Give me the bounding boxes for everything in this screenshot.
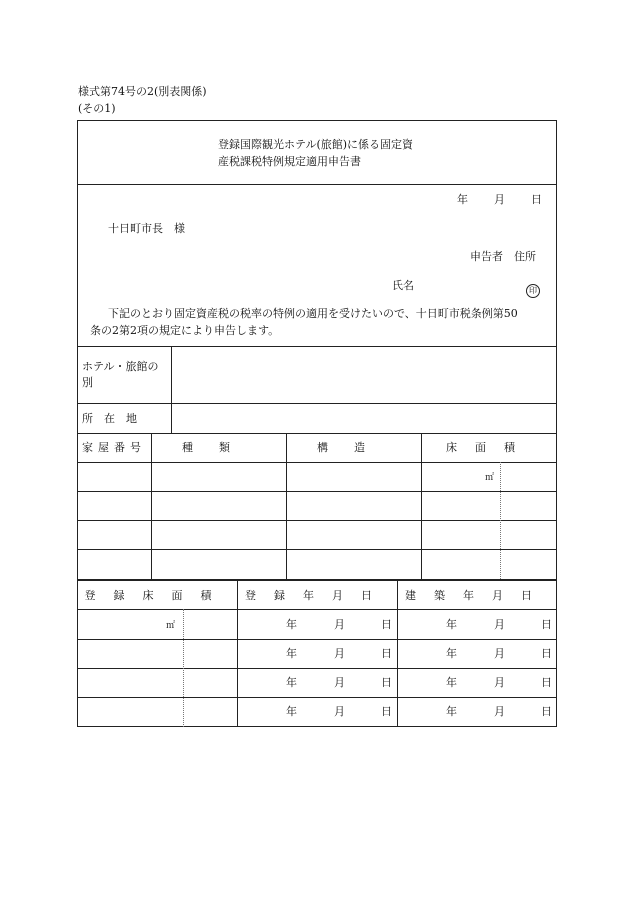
build-day-label: 日 (541, 647, 552, 660)
row4-structure-field[interactable] (287, 550, 420, 578)
header-registered-floor-area: 登録床面積 (84, 589, 230, 602)
row4-house-number-field[interactable] (78, 550, 150, 578)
row2-floor-area-field[interactable] (422, 492, 556, 519)
header-structure: 構造 (317, 441, 391, 454)
divider (171, 346, 172, 433)
dotted-divider (183, 609, 184, 727)
build-month-label: 月 (494, 705, 505, 718)
divider (77, 346, 557, 347)
row2-structure-field[interactable] (287, 492, 420, 519)
divider (77, 609, 557, 610)
form-subnumber: (その1) (78, 102, 116, 115)
reg-year-label: 年 (286, 705, 297, 718)
location-label: 所 在 地 (82, 412, 137, 425)
divider (397, 579, 398, 727)
row3-floor-area-field[interactable] (422, 521, 556, 548)
statement-line1: 下記のとおり固定資産税の税率の特例の適用を受けたいので、十日町市税条例第50 (108, 307, 518, 320)
floor-area-unit: ㎡ (485, 473, 495, 483)
date-day-label: 日 (531, 193, 542, 206)
header-floor-area: 床面積 (446, 441, 533, 454)
reg-month-label: 月 (334, 618, 345, 631)
statement-line2: 条の2第2項の規定により申告します。 (90, 324, 280, 337)
divider (77, 184, 557, 185)
row4-type-field[interactable] (152, 550, 285, 578)
hotel-type-field[interactable] (173, 348, 555, 402)
row3-structure-field[interactable] (287, 521, 420, 548)
divider (77, 697, 557, 698)
reg-month-label: 月 (334, 647, 345, 660)
build-month-label: 月 (494, 676, 505, 689)
build-year-label: 年 (446, 647, 457, 660)
reg-year-label: 年 (286, 676, 297, 689)
header-type: 種類 (182, 441, 256, 454)
build-month-label: 月 (494, 647, 505, 660)
reg-day-label: 日 (381, 647, 392, 660)
divider (77, 433, 557, 434)
row4-floor-area-field[interactable] (422, 550, 556, 578)
reg-month-label: 月 (334, 676, 345, 689)
divider (77, 639, 557, 640)
divider (77, 403, 557, 404)
row2-type-field[interactable] (152, 492, 285, 519)
header-construction-date: 建築年月日 (405, 589, 550, 602)
reg-day-label: 日 (381, 676, 392, 689)
row1-house-number-field[interactable] (78, 463, 150, 490)
header-house-number: 家屋番号 (82, 441, 146, 454)
form-title-line1: 登録国際観光ホテル(旅館)に係る固定資 (218, 138, 414, 151)
divider (77, 668, 557, 669)
reg-day-label: 日 (381, 705, 392, 718)
row3-type-field[interactable] (152, 521, 285, 548)
hotel-type-label-2: 別 (82, 376, 93, 389)
reg-month-label: 月 (334, 705, 345, 718)
build-day-label: 日 (541, 676, 552, 689)
build-month-label: 月 (494, 618, 505, 631)
date-month-label: 月 (494, 193, 505, 206)
divider (237, 579, 238, 727)
row1-floor-area-field[interactable] (422, 463, 556, 490)
build-year-label: 年 (446, 618, 457, 631)
seal-mark (526, 278, 540, 298)
reg-year-label: 年 (286, 618, 297, 631)
location-field[interactable] (173, 405, 555, 432)
addressee: 十日町市長 様 (108, 222, 185, 235)
registered-area-unit: ㎡ (166, 621, 176, 631)
form-number: 様式第74号の2(別表関係) (78, 85, 207, 98)
hotel-type-label-1: ホテル・旅館の (82, 360, 159, 373)
header-registration-date: 登録年月日 (245, 589, 390, 602)
seal-icon: 印 (526, 284, 540, 298)
date-year-label: 年 (457, 193, 468, 206)
divider (77, 579, 557, 581)
applicant-name-label: 氏名 (392, 279, 414, 292)
build-day-label: 日 (541, 618, 552, 631)
build-year-label: 年 (446, 705, 457, 718)
build-year-label: 年 (446, 676, 457, 689)
row2-house-number-field[interactable] (78, 492, 150, 519)
row1-structure-field[interactable] (287, 463, 420, 490)
row1-type-field[interactable] (152, 463, 285, 490)
build-day-label: 日 (541, 705, 552, 718)
applicant-address-label: 申告者 住所 (470, 250, 536, 263)
row3-house-number-field[interactable] (78, 521, 150, 548)
reg-day-label: 日 (381, 618, 392, 631)
form-title-line2: 産税課税特例規定適用申告書 (218, 155, 361, 168)
reg-year-label: 年 (286, 647, 297, 660)
